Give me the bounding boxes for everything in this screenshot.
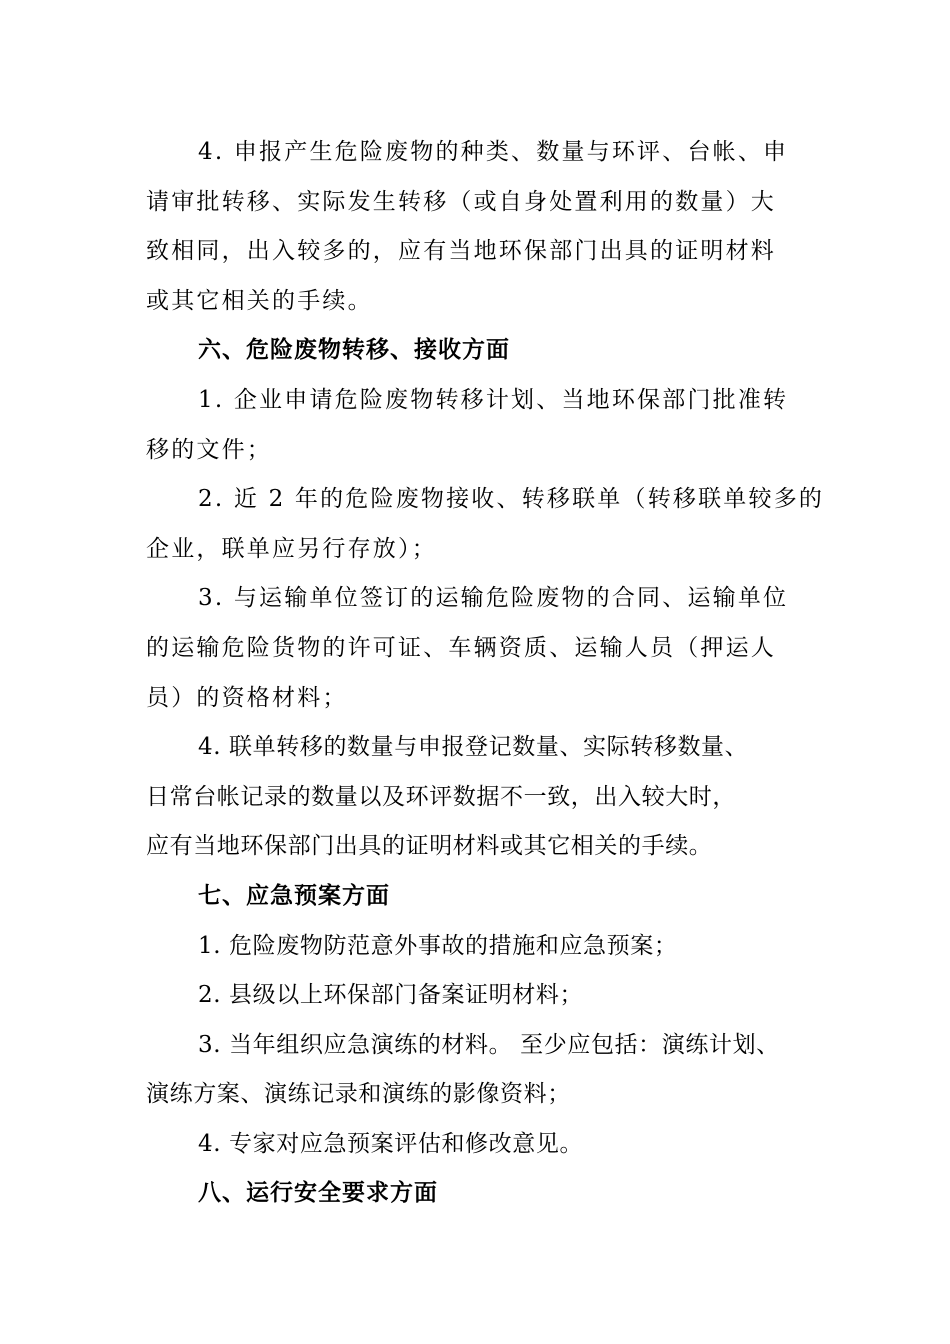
text-line-9: 企业，联单应另行存放）； [146,535,437,562]
text-line-2: 请审批转移、实际发生转移（或自身处置利用的数量）大 [146,188,776,215]
text-line-15: 应有当地环保部门出具的证明材料或其它相关的手续。 [146,833,713,860]
text-line-12: 员）的资格材料； [146,684,348,711]
section-heading-7: 七、应急预案方面 [198,882,390,909]
text-line-10: 3. 与运输单位签订的运输危险废物的合同、运输单位 [198,585,789,612]
document-page [146,128,825,1219]
text-line-11: 的运输危险货物的许可证、车辆资质、运输人员（押运人 [146,634,776,661]
text-line-13: 4. 联单转移的数量与申报登记数量、实际转移数量、 [198,734,749,761]
text-line-18: 2. 县级以上环保部门备案证明材料； [198,982,584,1009]
section-heading-8: 八、运行安全要求方面 [198,1180,438,1207]
text-line-8: 2. 近 2 年的危险废物接收、转移联单（转移联单较多的 [198,486,825,513]
text-line-3: 致相同，出入较多的，应有当地环保部门出具的证明材料 [146,238,776,265]
text-line-7: 移的文件； [146,436,272,463]
text-line-19: 3. 当年组织应急演练的材料。 至少应包括：演练计划、 [198,1031,780,1058]
text-line-20: 演练方案、演练记录和演练的影像资料； [146,1081,571,1108]
text-line-6: 1. 企业申请危险废物转移计划、当地环保部门批准转 [198,386,789,413]
text-line-21: 4. 专家对应急预案评估和修改意见。 [198,1130,584,1157]
text-line-17: 1. 危险废物防范意外事故的措施和应急预案； [198,932,678,959]
section-heading-6: 六、危险废物转移、接收方面 [198,337,510,364]
text-line-4: 或其它相关的手续。 [146,287,373,314]
text-line-1: 4. 申报产生危险废物的种类、数量与环评、台帐、申 [198,139,789,165]
text-line-14: 日常台帐记录的数量以及环评数据不一致，出入较大时， [146,783,736,810]
